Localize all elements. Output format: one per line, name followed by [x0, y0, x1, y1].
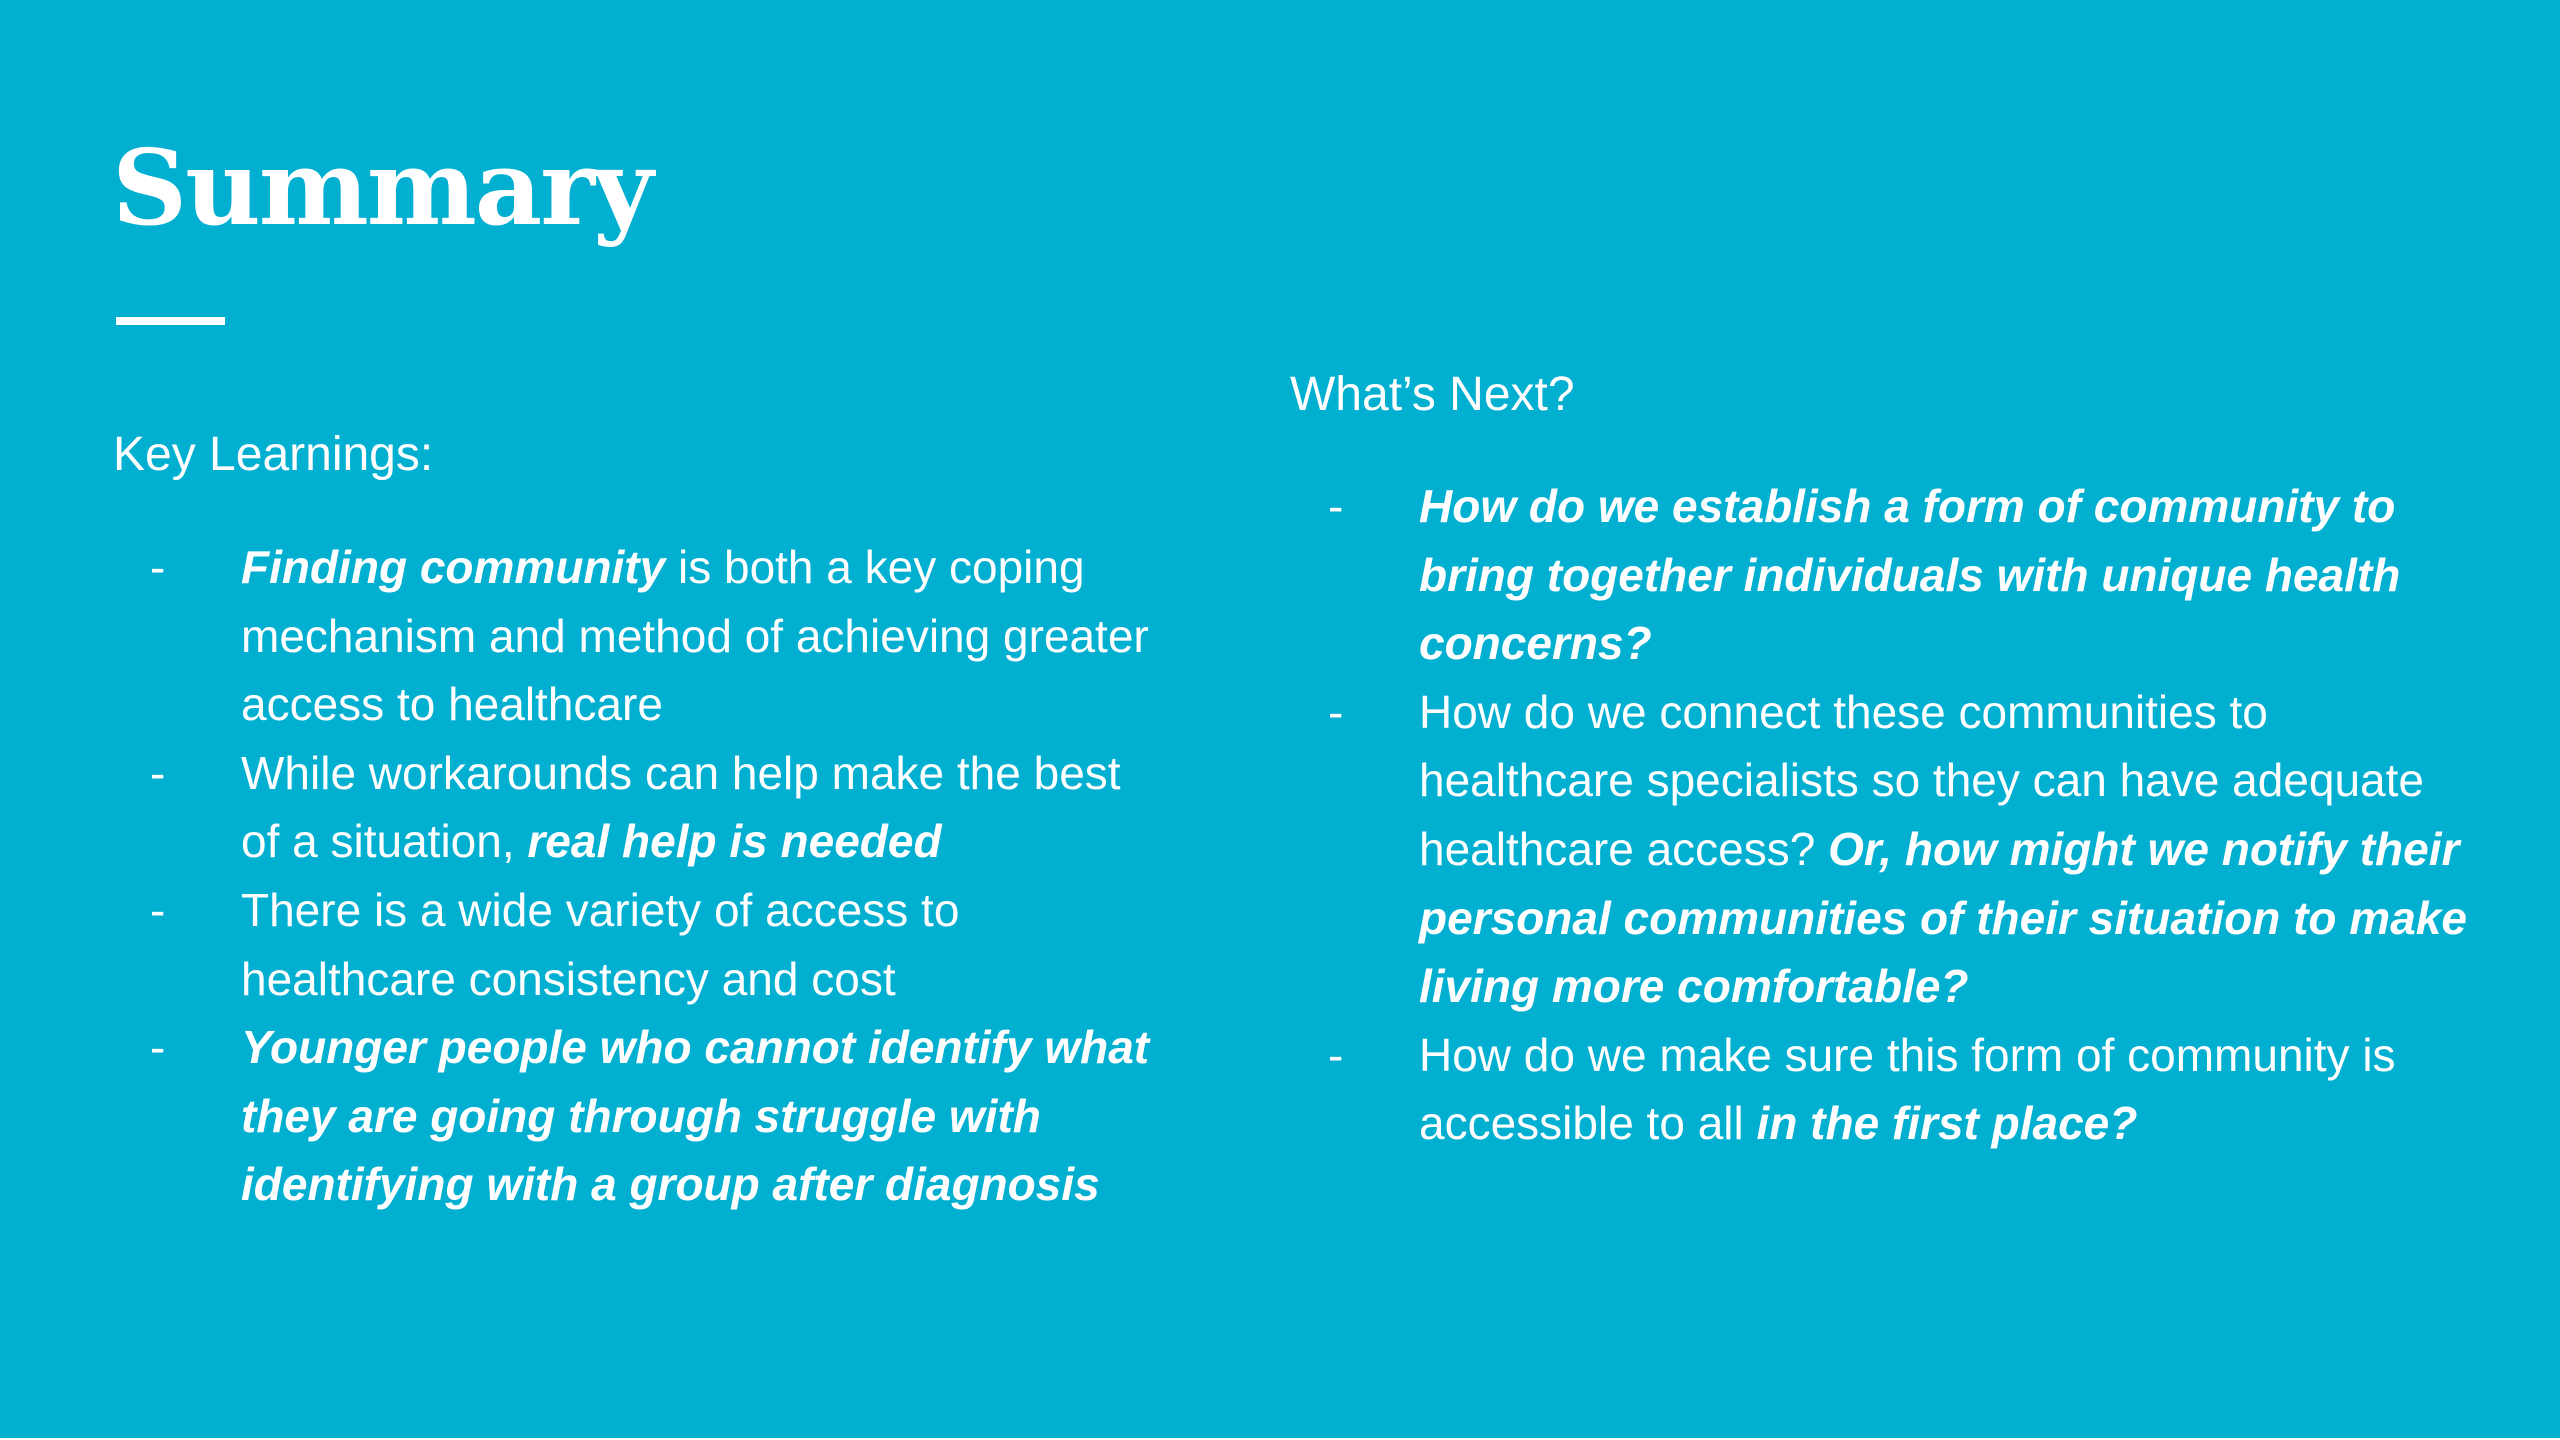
list-item [1328, 678, 2468, 1021]
key-learnings-list [150, 533, 1170, 1219]
slide-title: Summary [112, 126, 652, 249]
dash-marker: - [1328, 1028, 1344, 1081]
list-item [150, 876, 1170, 1013]
emphasis-text: real help is needed [527, 815, 942, 868]
title-underline [116, 317, 225, 325]
dash-marker: - [150, 746, 166, 799]
whats-next-list [1328, 472, 2468, 1158]
list-item [1328, 472, 2468, 678]
emphasis-text: Younger people who cannot identify what they are going through struggle with identifying with a group after diagnosis [241, 1021, 1150, 1211]
item-text: There is a wide variety of access to healthcare consistency and cost [241, 883, 960, 1005]
emphasis-text: in the first place? [1756, 1097, 2138, 1150]
list-item [150, 739, 1170, 876]
dash-marker: - [150, 883, 166, 936]
item-text: is both a key coping mechanism and method of achieving greater access to healthcare [241, 541, 1149, 731]
list-item [150, 1013, 1170, 1219]
item-text: How do we make sure this form of community is accessible to all [1419, 1028, 2396, 1150]
dash-marker: - [150, 541, 166, 593]
emphasis-text: Or, how might we notify their personal communities of their situation to make living more comfortable? [1419, 822, 2467, 1013]
list-item [1328, 1021, 2468, 1158]
key-learnings-heading: Key Learnings: [113, 428, 434, 481]
item-text: How do we connect these communities to healthcare specialists so they can have adequate healthcare access? [1419, 685, 2424, 875]
dash-marker: - [150, 1021, 166, 1074]
list-item [150, 533, 1170, 739]
emphasis-text: Finding community [241, 541, 666, 593]
item-text: While workarounds can help make the best of a situation, [241, 746, 1121, 868]
emphasis-text: How do we establish a form of community to bring together individuals with unique health concerns? [1419, 480, 2401, 670]
dash-marker: - [1328, 685, 1344, 738]
dash-marker: - [1328, 480, 1344, 532]
whats-next-heading: What’s Next? [1290, 368, 1575, 421]
